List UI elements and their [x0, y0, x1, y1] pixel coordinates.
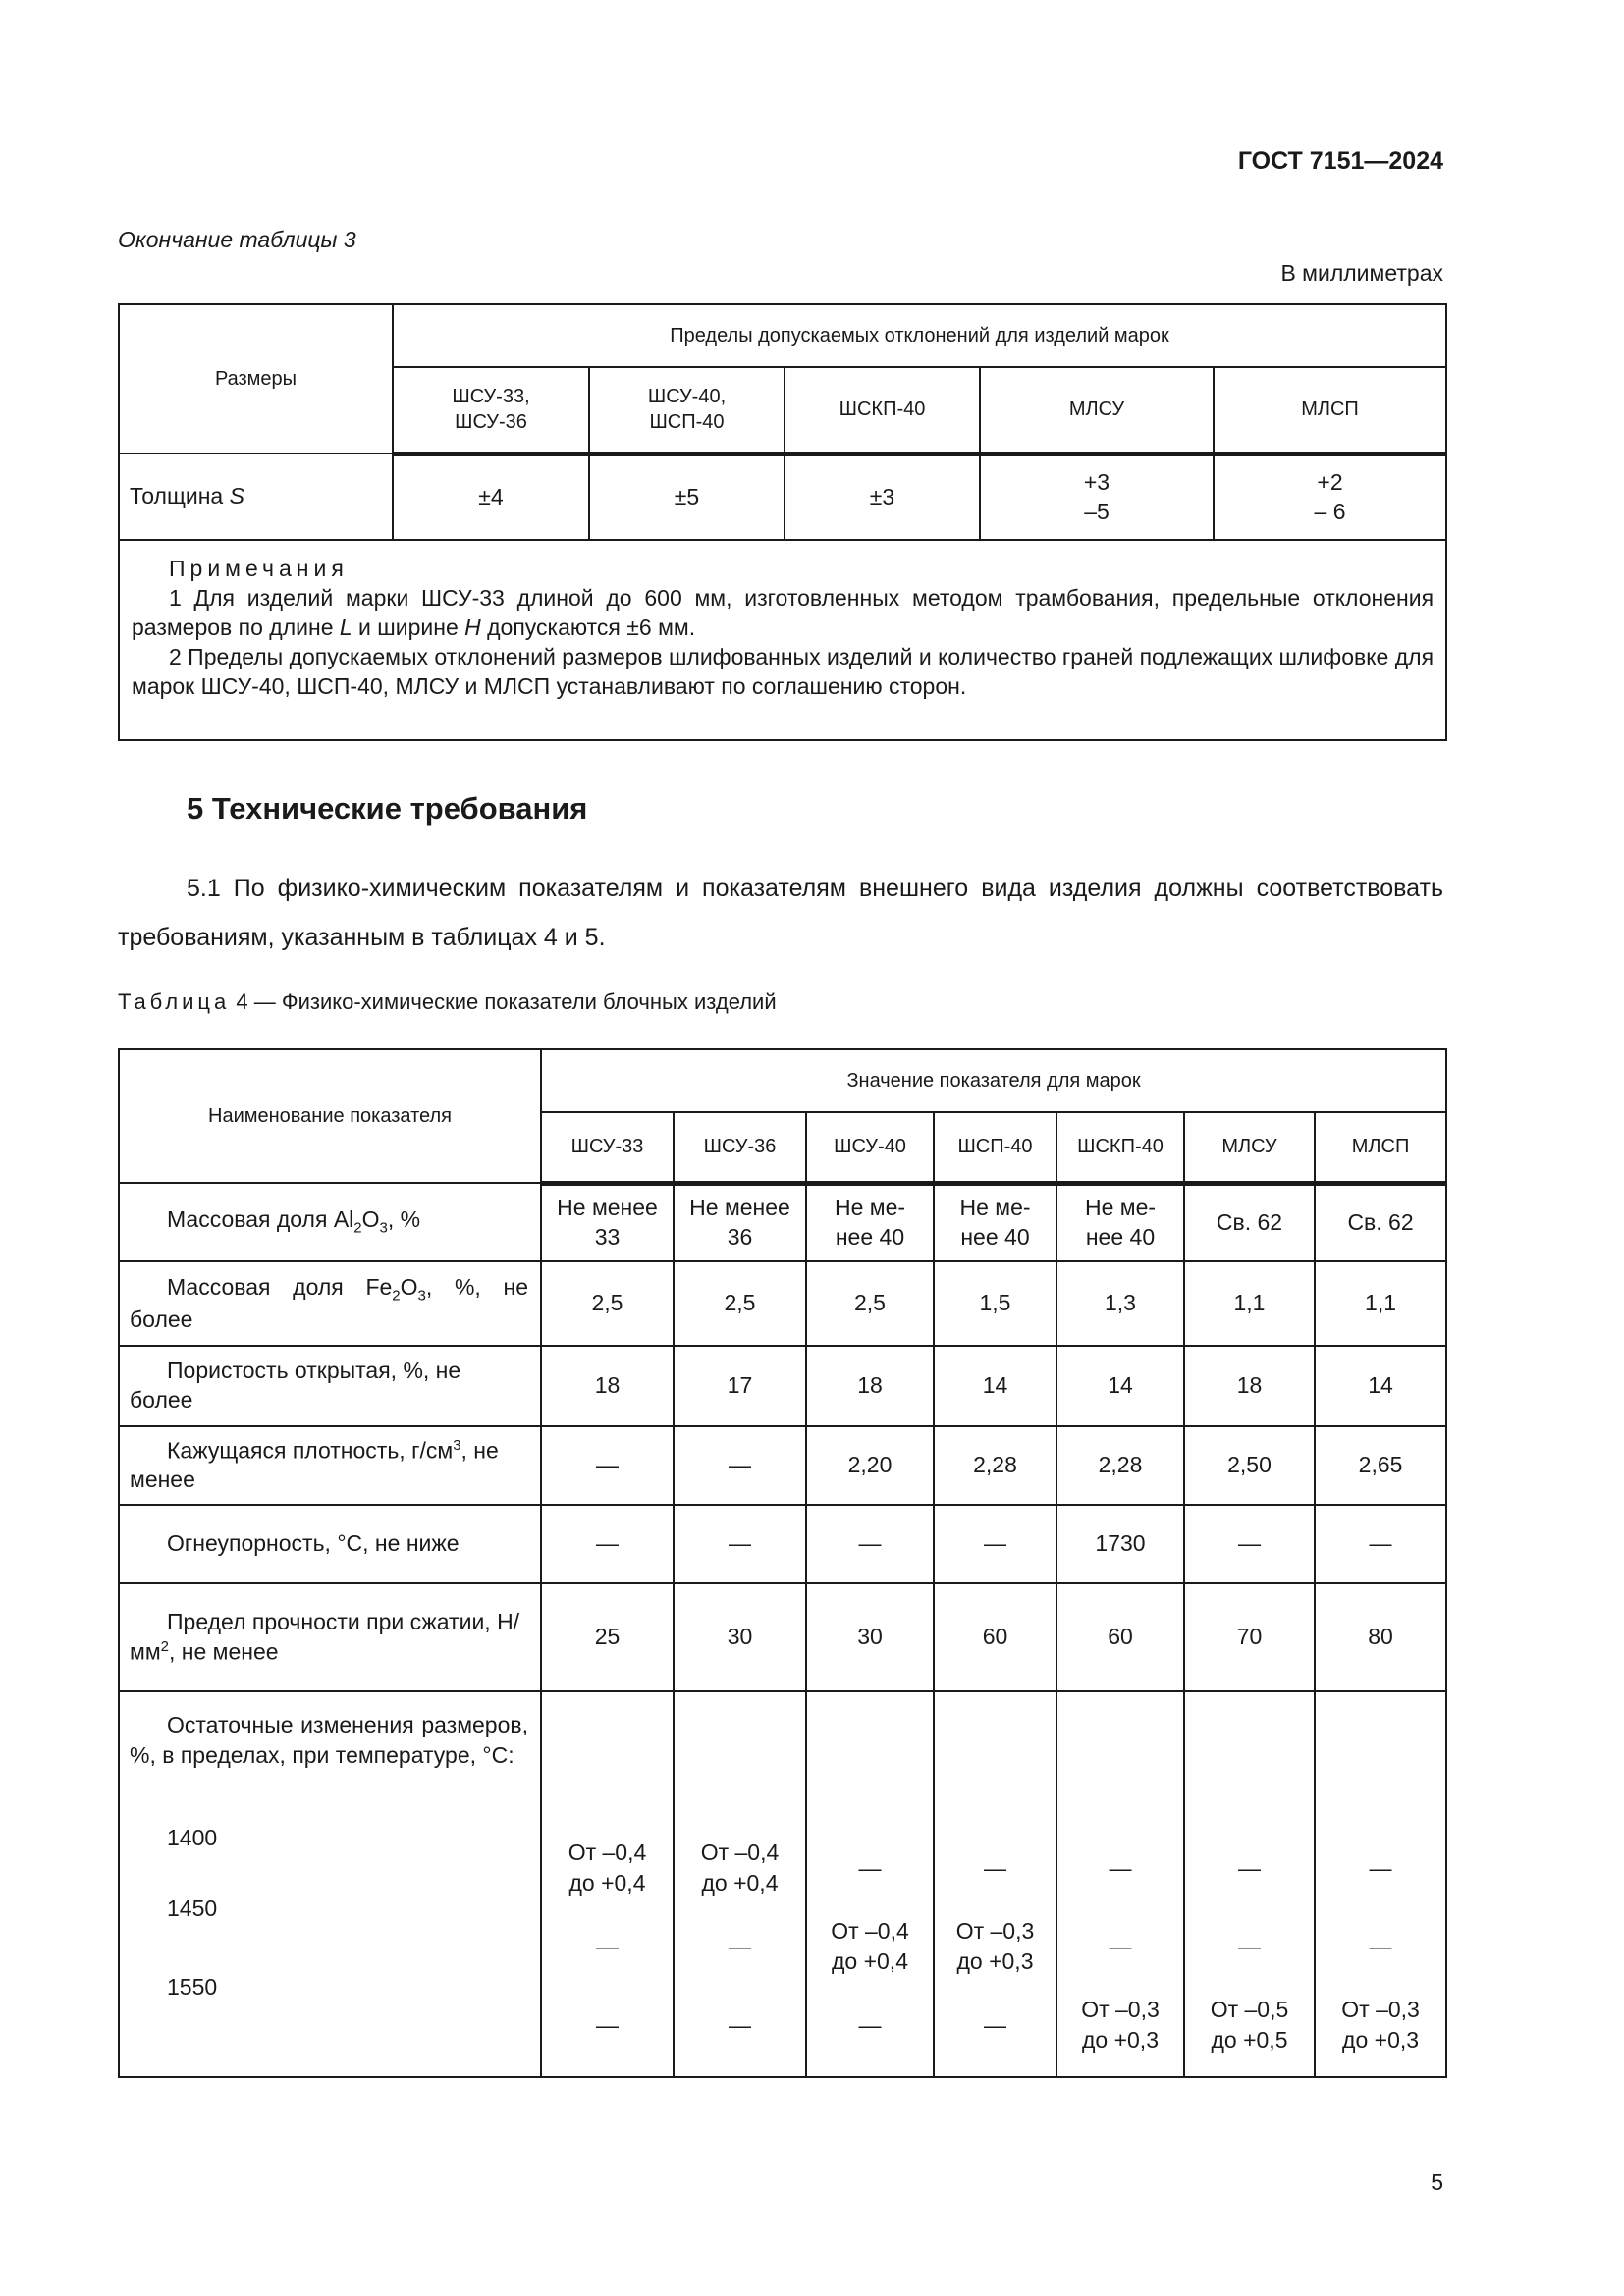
label-text: , %, не более: [130, 1273, 528, 1332]
row-label-porosity: Пористость открытая, %, не более: [119, 1346, 541, 1426]
residual-column: [934, 1691, 1056, 2077]
value-cell: —: [1238, 1933, 1261, 1959]
residual-column: [806, 1691, 934, 2077]
value-cell: —: [1315, 1505, 1446, 1583]
value-cell: 1,1: [1184, 1261, 1315, 1346]
value-cell: 1730: [1056, 1505, 1184, 1583]
header-mark: ШСУ-33, ШСУ-36: [393, 367, 589, 454]
label-text: O: [361, 1206, 380, 1233]
value-cell: От –0,4 до +0,4: [831, 1918, 909, 1974]
value-cell: 2,5: [541, 1261, 674, 1346]
value-cell: —: [674, 1426, 806, 1505]
caption-text: 4 — Физико-химические показатели блочных изделий: [230, 989, 777, 1014]
notes-title: Примечания: [169, 556, 349, 581]
table-4: [118, 1048, 1447, 2078]
note-1-var-h: H: [464, 614, 481, 640]
label-text: , не менее: [130, 1437, 499, 1493]
value-cell: —: [1109, 1854, 1132, 1881]
value-cell: 70: [1184, 1583, 1315, 1691]
value-cell: 30: [806, 1583, 934, 1691]
value-cell: —: [541, 1426, 674, 1505]
row-label-refractoriness: Огнеупорность, °С, не ниже: [119, 1505, 541, 1583]
residual-column: [674, 1691, 806, 2077]
note-1: [132, 584, 1434, 643]
value-cell: 2,28: [934, 1426, 1056, 1505]
row-label-residual-changes: [119, 1691, 541, 2077]
header-mark: МЛСП: [1315, 1112, 1446, 1183]
value-cell: —: [934, 1505, 1056, 1583]
row-label-compressive-strength: [119, 1583, 541, 1691]
value-cell: От –0,3 до +0,3: [1341, 1997, 1420, 2053]
label-subscript: 3: [379, 1220, 388, 1238]
value-cell: —: [729, 1933, 751, 1959]
value-cell: —: [1369, 1933, 1392, 1959]
note-1-text: допускаются ±6 мм.: [480, 614, 696, 640]
value-cell: —: [596, 2011, 619, 2038]
value-cell: Св. 62: [1184, 1183, 1315, 1261]
residual-column: [541, 1691, 674, 2077]
value-cell: —: [1109, 1933, 1132, 1959]
caption-word: Таблица: [118, 989, 231, 1014]
value-cell: От –0,4 до +0,4: [568, 1840, 647, 1896]
value-cell: Не ме- нее 40: [806, 1183, 934, 1261]
label-superscript: 2: [160, 1637, 169, 1655]
value-cell: Не ме- нее 40: [934, 1183, 1056, 1261]
temp-1400: 1400: [167, 1825, 218, 1850]
value-cell: От –0,4 до +0,4: [700, 1840, 780, 1896]
header-value-group: Значение показателя для марок: [541, 1049, 1446, 1112]
table-4-caption: [118, 989, 777, 1015]
value-cell: 14: [1056, 1346, 1184, 1426]
tolerance-cell: ±3: [785, 454, 980, 540]
value-cell: 1,3: [1056, 1261, 1184, 1346]
section-title: 5 Технические требования: [187, 791, 588, 826]
temp-1450: 1450: [167, 1896, 218, 1921]
header-mark: ШСУ-33: [541, 1112, 674, 1183]
header-mark: МЛСУ: [1184, 1112, 1315, 1183]
label-subscript: 3: [417, 1287, 426, 1305]
header-mark: ШСКП-40: [1056, 1112, 1184, 1183]
value-cell: 2,20: [806, 1426, 934, 1505]
label-text: O: [400, 1273, 418, 1300]
value-cell: 18: [806, 1346, 934, 1426]
note-2: 2 Пределы допускаемых отклонений размеров шлифованных изделий и количество граней подлежащих шлифовке для марок ШСУ-40, ШСП-40, МЛСУ и МЛСП устанавливают по соглашению сторон.: [132, 643, 1435, 699]
value-cell: От –0,3 до +0,3: [955, 1918, 1035, 1974]
table-notes: [119, 540, 1446, 740]
header-mark: ШСУ-40: [806, 1112, 934, 1183]
tolerance-cell: ±4: [393, 454, 589, 540]
header-mark: ШСКП-40: [785, 367, 980, 454]
tolerance-cell: +2 – 6: [1214, 454, 1446, 540]
row-label-fe2o3: [119, 1261, 541, 1346]
standard-header: ГОСТ 7151—2024: [1237, 147, 1443, 175]
tolerance-cell: +3 –5: [980, 454, 1214, 540]
value-cell: Не менее 36: [674, 1183, 806, 1261]
value-cell: Не менее 33: [541, 1183, 674, 1261]
note-1-text: 1 Для изделий марки ШСУ-33 длиной до 600 мм, изготовленных методом трамбования, предельные отклонения размеров по длине: [132, 584, 1435, 640]
value-cell: —: [806, 1505, 934, 1583]
value-cell: 18: [541, 1346, 674, 1426]
value-cell: —: [858, 2011, 882, 2038]
value-cell: 17: [674, 1346, 806, 1426]
header-mark: МЛСУ: [980, 367, 1214, 454]
label-subscript: 2: [392, 1287, 401, 1305]
value-cell: —: [1369, 1854, 1392, 1881]
value-cell: 1,5: [934, 1261, 1056, 1346]
page-number: 5: [1431, 2169, 1443, 2195]
label-text: Массовая доля Al: [167, 1206, 354, 1233]
units-label: В миллиметрах: [1280, 260, 1443, 286]
header-tolerance-group: Пределы допускаемых отклонений для изделий марок: [393, 304, 1446, 367]
header-indicator-name: Наименование показателя: [119, 1049, 541, 1183]
value-cell: 80: [1315, 1583, 1446, 1691]
value-cell: —: [858, 1854, 882, 1881]
value-cell: 25: [541, 1583, 674, 1691]
value-cell: —: [984, 2011, 1006, 2038]
value-cell: 60: [934, 1583, 1056, 1691]
value-cell: —: [1184, 1505, 1315, 1583]
value-cell: 2,65: [1315, 1426, 1446, 1505]
residual-column: [1315, 1691, 1446, 2077]
row-label-al2o3: [119, 1183, 541, 1261]
note-1-var-l: L: [339, 614, 352, 640]
value-cell: 14: [934, 1346, 1056, 1426]
label-text: Кажущаяся плотность, г/см: [167, 1437, 454, 1464]
label-subscript: 2: [353, 1220, 362, 1238]
header-mark: ШСУ-36: [674, 1112, 806, 1183]
residual-column: [1056, 1691, 1184, 2077]
residual-label: Остаточные изменения размеров, %, в пределах, при температуре, °С:: [130, 1712, 528, 1768]
header-dimensions: Размеры: [119, 304, 393, 454]
value-cell: —: [674, 1505, 806, 1583]
value-cell: От –0,5 до +0,5: [1210, 1997, 1289, 2053]
label-text: Массовая доля Fe: [167, 1273, 393, 1300]
table-3: [118, 303, 1447, 741]
label-text: , %: [387, 1206, 421, 1233]
value-cell: 60: [1056, 1583, 1184, 1691]
row-label-density: [119, 1426, 541, 1505]
value-cell: —: [729, 2011, 751, 2038]
tolerance-cell: ±5: [589, 454, 785, 540]
row-label-variable: S: [229, 483, 244, 509]
value-cell: 2,50: [1184, 1426, 1315, 1505]
paragraph-5-1: 5.1 По физико-химическим показателям и показателям внешнего вида изделия должны соответствовать требованиям, указанным в таблицах 4 и 5.: [118, 875, 1443, 951]
value-cell: 18: [1184, 1346, 1315, 1426]
value-cell: 2,5: [806, 1261, 934, 1346]
table-continuation-label: Окончание таблицы 3: [118, 227, 356, 252]
residual-column: [1184, 1691, 1315, 2077]
label-text: Предел прочности при сжатии, Н/мм: [130, 1608, 520, 1665]
header-mark: ШСУ-40, ШСП-40: [589, 367, 785, 454]
value-cell: 30: [674, 1583, 806, 1691]
row-label-text: Толщина: [130, 483, 230, 509]
label-superscript: 3: [453, 1436, 461, 1454]
value-cell: —: [984, 1854, 1006, 1881]
value-cell: 1,1: [1315, 1261, 1446, 1346]
value-cell: Не ме- нее 40: [1056, 1183, 1184, 1261]
row-label-thickness: [119, 454, 393, 540]
value-cell: —: [1238, 1854, 1261, 1881]
note-1-text: и ширине: [352, 614, 465, 640]
value-cell: 14: [1315, 1346, 1446, 1426]
value-cell: —: [541, 1505, 674, 1583]
header-mark: ШСП-40: [934, 1112, 1056, 1183]
value-cell: —: [596, 1933, 619, 1959]
header-mark: МЛСП: [1214, 367, 1446, 454]
value-cell: Св. 62: [1315, 1183, 1446, 1261]
value-cell: 2,5: [674, 1261, 806, 1346]
label-text: , не менее: [168, 1638, 279, 1665]
temp-1550: 1550: [167, 1974, 218, 2000]
value-cell: 2,28: [1056, 1426, 1184, 1505]
value-cell: От –0,3 до +0,3: [1081, 1997, 1160, 2053]
